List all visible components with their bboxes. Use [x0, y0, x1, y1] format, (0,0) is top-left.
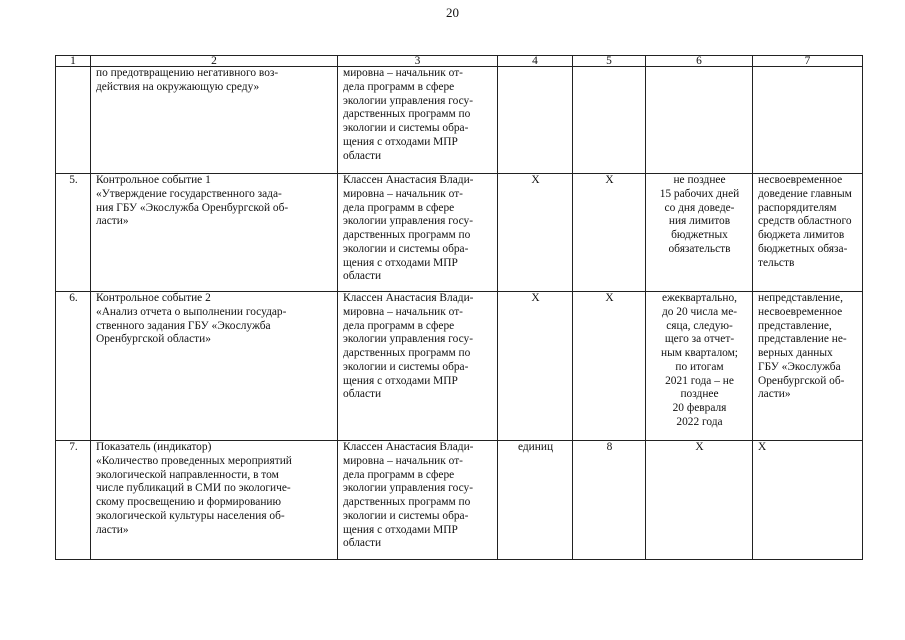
event-description	[91, 441, 338, 560]
deadline-cell-line: ния лимитов	[668, 215, 731, 228]
event-description-line: «Утверждение государственного зада-	[96, 187, 282, 200]
deadline-cell	[646, 67, 753, 174]
event-description-line: Контрольное событие 2	[96, 292, 211, 304]
event-description-line: «Количество проведенных мероприятий	[96, 454, 292, 467]
responsible-person-line: щения с отходами МПР	[343, 523, 458, 536]
event-description-line: ственного задания ГБУ «Экослужба	[96, 319, 271, 332]
responsible-person-line: мировна – начальник от-	[343, 305, 463, 318]
header-row	[56, 56, 863, 67]
header-col-7: 7	[753, 56, 863, 67]
header-col-4: 4	[498, 56, 573, 67]
responsible-person-line: экологии управления госу-	[343, 482, 474, 495]
row-number: 7.	[56, 441, 91, 560]
risk-cell-line: Х	[758, 441, 767, 453]
row-number	[56, 67, 91, 174]
responsible-person-line: области	[343, 149, 382, 162]
deadline-cell-line: Х	[695, 441, 704, 453]
responsible-person-line: экологии и системы обра-	[343, 122, 469, 134]
header-col-6: 6	[646, 56, 753, 67]
responsible-person-line: Классен Анастасия Влади-	[343, 174, 474, 186]
event-description-line: «Анализ отчета о выполнении государ-	[96, 305, 287, 318]
unit-cell: Х	[498, 292, 573, 441]
header-col-5: 5	[573, 56, 646, 67]
risk-cell-line: ГБУ «Экослужба	[758, 360, 841, 373]
responsible-person-line: дела программ в сфере	[343, 201, 455, 214]
responsible-person-line: экологии и системы обра-	[343, 509, 469, 522]
risk-cell-line: распорядителям	[758, 201, 837, 214]
event-description	[91, 67, 338, 174]
responsible-person-line: мировна – начальник от-	[343, 454, 463, 467]
responsible-person-line: дела программ в сфере	[343, 468, 455, 481]
responsible-person-line: области	[343, 388, 382, 401]
event-description-line: экологической направленности, в том	[96, 468, 279, 481]
plan-table	[55, 55, 863, 560]
event-description-line: ния ГБУ «Экослужба Оренбургской об-	[96, 201, 289, 214]
responsible-person-line: щения с отходами МПР	[343, 374, 458, 387]
row-number: 6.	[56, 292, 91, 441]
risk-cell-line: тельств	[758, 256, 795, 269]
event-description-line: числе публикаций в СМИ по экологиче-	[96, 482, 291, 495]
deadline-cell-line: 20 февраля	[672, 402, 727, 414]
responsible-person-line: дарственных программ по	[343, 229, 471, 241]
deadline-cell-line: позднее	[680, 388, 719, 401]
responsible-person-line: щения с отходами МПР	[343, 256, 458, 269]
unit-cell	[498, 67, 573, 174]
responsible-person-line: щения с отходами МПР	[343, 135, 458, 148]
deadline-cell-line: по итогам	[675, 360, 724, 373]
responsible-person-line: мировна – начальник от-	[343, 187, 463, 200]
table-row	[56, 174, 863, 292]
risk-cell-line: верных данных	[758, 347, 833, 359]
unit-cell: единиц	[498, 441, 573, 560]
event-description-line: действия на окружающую среду»	[96, 80, 260, 93]
deadline-cell-line: 15 рабочих дней	[659, 187, 740, 200]
risk-cell	[753, 67, 863, 174]
risk-cell-line: представление,	[758, 319, 832, 332]
responsible-person-line: экологии и системы обра-	[343, 242, 469, 255]
responsible-person-line: экологии управления госу-	[343, 333, 474, 346]
event-description-line: Оренбургской области»	[96, 333, 211, 346]
deadline-cell-line: сяца, следую-	[666, 319, 733, 332]
risk-cell-line: непредставление,	[758, 292, 843, 304]
responsible-person-line: области	[343, 270, 382, 283]
value-cell: 8	[573, 441, 646, 560]
deadline-cell-line: ежеквартально,	[662, 292, 737, 304]
event-description	[91, 292, 338, 441]
responsible-person-line: экологии управления госу-	[343, 215, 474, 228]
page-number: 20	[446, 5, 459, 20]
deadline-cell	[646, 174, 753, 292]
responsible-person-line: Классен Анастасия Влади-	[343, 441, 474, 453]
unit-cell: Х	[498, 174, 573, 292]
value-cell: Х	[573, 174, 646, 292]
event-description-line: ласти»	[96, 215, 129, 228]
risk-cell-line: Оренбургской об-	[758, 374, 845, 387]
deadline-cell-line: 2021 года – не	[665, 374, 734, 387]
deadline-cell-line: 2022 года	[676, 415, 723, 428]
event-description-line: ласти»	[96, 523, 129, 536]
table-row	[56, 292, 863, 441]
responsible-person-line: экологии и системы обра-	[343, 360, 469, 373]
responsible-person-line: дела программ в сфере	[343, 319, 455, 332]
risk-cell-line: несвоевременное	[758, 305, 843, 318]
event-description-line: Контрольное событие 1	[96, 174, 211, 186]
deadline-cell-line: ным кварталом;	[661, 347, 738, 359]
responsible-person-line: экологии управления госу-	[343, 94, 474, 107]
value-cell: Х	[573, 292, 646, 441]
table-row	[56, 67, 863, 174]
deadline-cell-line: щего за отчет-	[664, 333, 735, 346]
responsible-person	[338, 67, 498, 174]
risk-cell-line: средств областного	[758, 215, 852, 228]
deadline-cell	[646, 441, 753, 560]
event-description-line: экологической культуры населения об-	[96, 509, 285, 522]
risk-cell-line: доведение главным	[758, 187, 852, 200]
risk-cell-line: несвоевременное	[758, 174, 843, 186]
deadline-cell-line: со дня доведе-	[664, 201, 735, 214]
responsible-person-line: области	[343, 537, 382, 550]
responsible-person-line: дарственных программ по	[343, 347, 471, 359]
risk-cell-line: ласти»	[758, 388, 791, 401]
event-description-line: скому просвещению и формированию	[96, 496, 282, 508]
responsible-person	[338, 292, 498, 441]
table-body	[56, 56, 863, 560]
table-row	[56, 441, 863, 560]
risk-cell-line: представление не-	[758, 333, 847, 346]
header-col-2: 2	[91, 56, 338, 67]
responsible-person	[338, 441, 498, 560]
responsible-person-line: дарственных программ по	[343, 108, 471, 121]
deadline-cell-line: обязательств	[668, 242, 731, 255]
risk-cell	[753, 292, 863, 441]
value-cell	[573, 67, 646, 174]
event-description-line: по предотвращению негативного воз-	[96, 67, 279, 79]
responsible-person-line: дела программ в сфере	[343, 80, 455, 93]
risk-cell-line: бюджета лимитов	[758, 229, 845, 241]
header-col-3: 3	[338, 56, 498, 67]
risk-cell	[753, 441, 863, 560]
risk-cell	[753, 174, 863, 292]
responsible-person-line: мировна – начальник от-	[343, 67, 463, 79]
responsible-person-line: дарственных программ по	[343, 496, 471, 508]
responsible-person-line: Классен Анастасия Влади-	[343, 292, 474, 304]
header-col-1: 1	[56, 56, 91, 67]
deadline-cell-line: до 20 числа ме-	[661, 305, 738, 318]
event-description-line: Показатель (индикатор)	[96, 441, 212, 453]
deadline-cell	[646, 292, 753, 441]
responsible-person	[338, 174, 498, 292]
risk-cell-line: бюджетных обяза-	[758, 242, 848, 255]
deadline-cell-line: не позднее	[673, 174, 726, 186]
row-number: 5.	[56, 174, 91, 292]
event-description	[91, 174, 338, 292]
deadline-cell-line: бюджетных	[671, 229, 728, 241]
